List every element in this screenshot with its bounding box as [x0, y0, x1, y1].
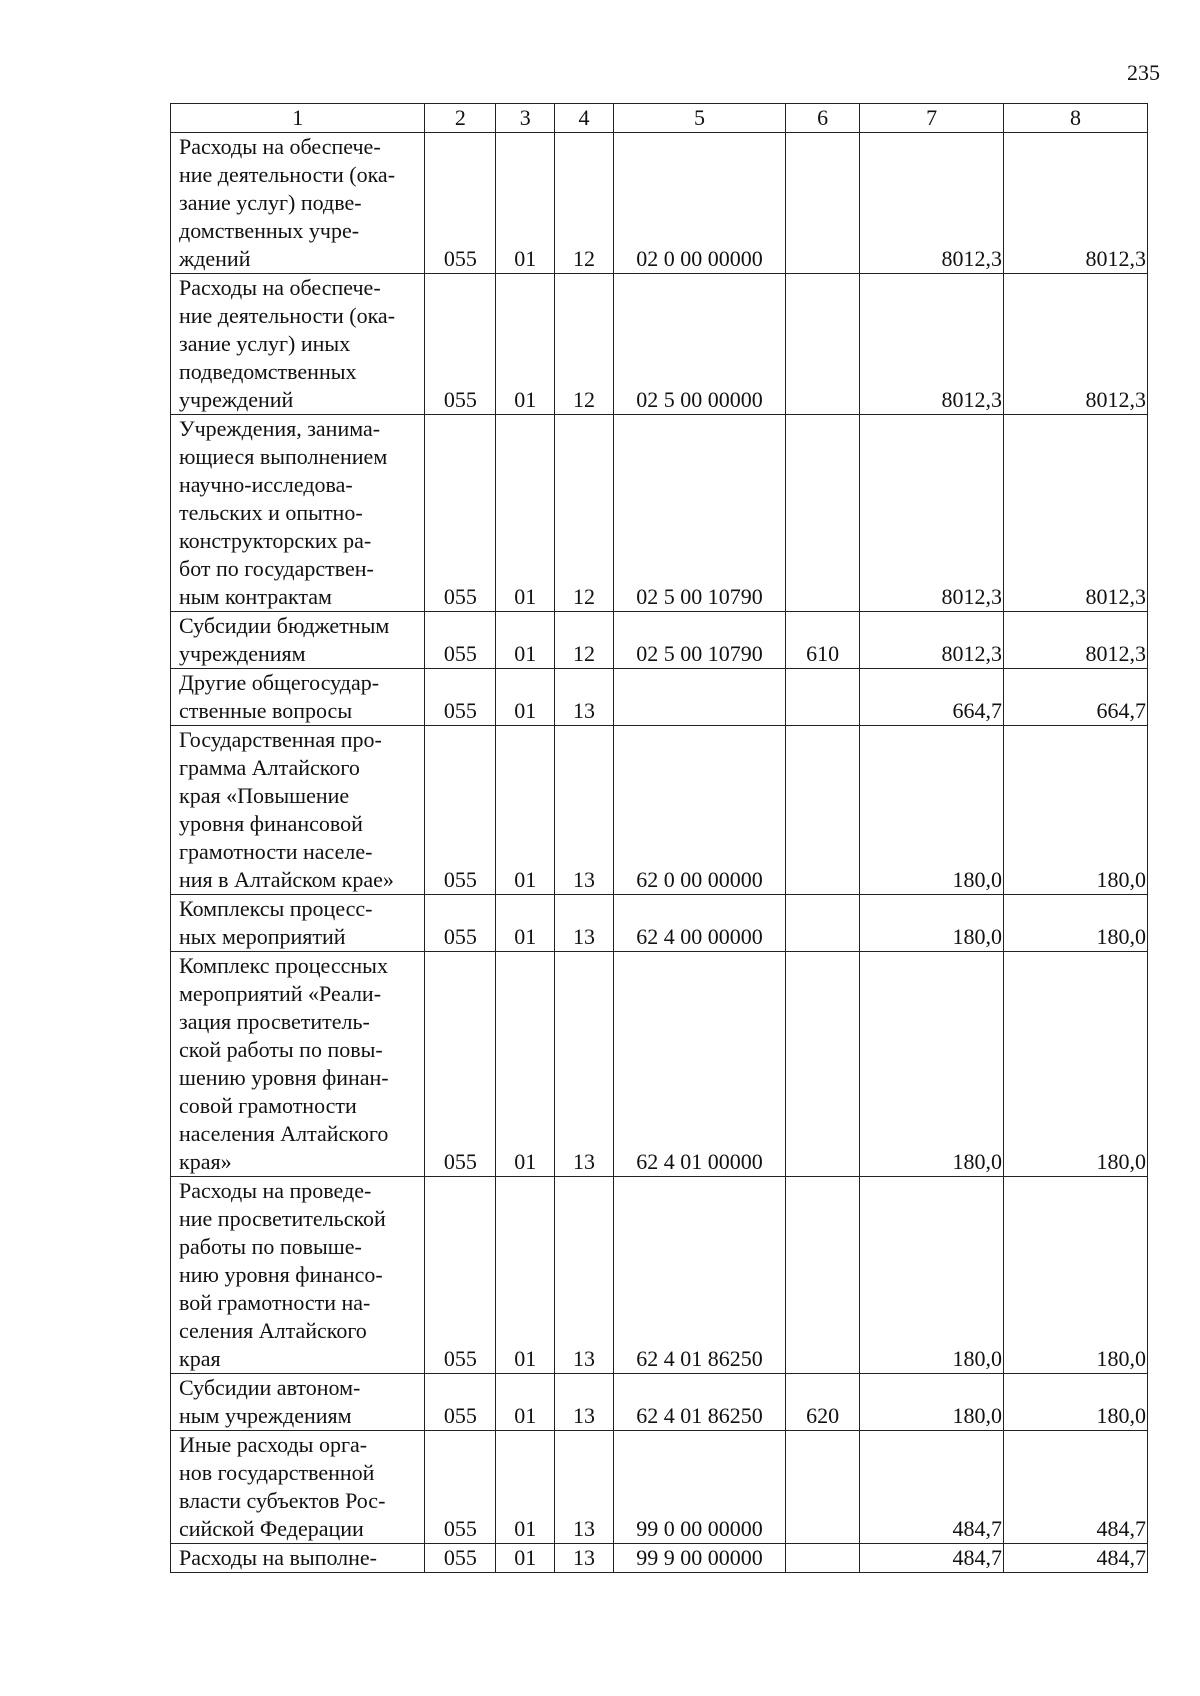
expense-name-line: Расходы на выполне-: [179, 1545, 378, 1570]
amount-col7-cell: 8012,3: [860, 612, 1004, 669]
ministry-code-cell: 055: [425, 895, 496, 952]
expense-name-line: научно-исследова-: [179, 472, 353, 497]
target-article-cell: 02 0 00 00000: [613, 133, 785, 274]
expense-type-cell: [786, 1544, 860, 1573]
subsection-code-cell: 13: [555, 726, 614, 895]
expense-name-line: населения Алтайского: [179, 1121, 389, 1146]
section-code-cell: 01: [496, 1374, 555, 1431]
expense-type-cell: [786, 1177, 860, 1374]
expense-type-cell: [786, 415, 860, 612]
header-cell: 8: [1004, 104, 1148, 133]
section-code-cell: 01: [496, 726, 555, 895]
expense-name-line: Иные расходы орга-: [179, 1432, 368, 1457]
expense-name-line: Государственная про-: [179, 727, 382, 752]
expense-name-line: Комплекс процессных: [179, 953, 388, 978]
expense-name-line: ных мероприятий: [179, 924, 346, 949]
expense-name-line: края «Повышение: [179, 783, 350, 808]
amount-col7-cell: 8012,3: [860, 415, 1004, 612]
amount-col7-cell: 180,0: [860, 1177, 1004, 1374]
section-code-cell: 01: [496, 1431, 555, 1544]
amount-col8-cell: 180,0: [1004, 1177, 1148, 1374]
amount-col7-cell: 664,7: [860, 669, 1004, 726]
expense-name-cell: [171, 952, 425, 1177]
target-article-cell: 62 4 01 00000: [613, 952, 785, 1177]
table-row: [171, 1177, 1148, 1374]
section-code-cell: 01: [496, 133, 555, 274]
subsection-code-cell: 13: [555, 669, 614, 726]
amount-col8-cell: 180,0: [1004, 895, 1148, 952]
ministry-code-cell: 055: [425, 415, 496, 612]
ministry-code-cell: 055: [425, 612, 496, 669]
ministry-code-cell: 055: [425, 1544, 496, 1573]
expense-name-line: уровня финансовой: [179, 811, 363, 836]
subsection-code-cell: 12: [555, 133, 614, 274]
expense-name-line: грамотности населе-: [179, 839, 373, 864]
expense-type-cell: [786, 1431, 860, 1544]
amount-col8-cell: 180,0: [1004, 726, 1148, 895]
expense-name-line: Расходы на обеспече-: [179, 134, 381, 159]
expense-name-line: нию уровня финансо-: [179, 1262, 383, 1287]
amount-col8-cell: 8012,3: [1004, 612, 1148, 669]
page-number: 235: [1127, 60, 1160, 85]
subsection-code-cell: 12: [555, 274, 614, 415]
expense-name-line: шению уровня финан-: [179, 1065, 389, 1090]
subsection-code-cell: 13: [555, 1177, 614, 1374]
ministry-code-cell: 055: [425, 1374, 496, 1431]
expense-name-cell: [171, 669, 425, 726]
expense-name-line: ние деятельности (ока-: [179, 303, 396, 328]
expense-name-cell: [171, 1544, 425, 1573]
target-article-cell: 02 5 00 00000: [613, 274, 785, 415]
expense-name-line: Другие общегосудар-: [179, 670, 380, 695]
amount-col7-cell: 180,0: [860, 1374, 1004, 1431]
target-article-cell: 99 9 00 00000: [613, 1544, 785, 1573]
expense-name-line: нов государственной: [179, 1460, 375, 1485]
table-row: [171, 895, 1148, 952]
expense-name-line: ние просветительской: [179, 1206, 386, 1231]
target-article-cell: 62 0 00 00000: [613, 726, 785, 895]
expense-type-cell: [786, 669, 860, 726]
header-cell: 4: [555, 104, 614, 133]
target-article-cell: 99 0 00 00000: [613, 1431, 785, 1544]
expense-name-line: Субсидии автоном-: [179, 1375, 361, 1400]
target-article-cell: 62 4 00 00000: [613, 895, 785, 952]
expense-name-line: Расходы на проведе-: [179, 1178, 372, 1203]
subsection-code-cell: 12: [555, 612, 614, 669]
subsection-code-cell: 13: [555, 1544, 614, 1573]
budget-table: [170, 103, 1148, 1573]
expense-name-cell: [171, 1431, 425, 1544]
table-row: [171, 1431, 1148, 1544]
subsection-code-cell: 13: [555, 895, 614, 952]
table-row: [171, 133, 1148, 274]
header-cell: 2: [425, 104, 496, 133]
expense-type-cell: [786, 274, 860, 415]
amount-col7-cell: 180,0: [860, 895, 1004, 952]
amount-col7-cell: 180,0: [860, 952, 1004, 1177]
amount-col7-cell: 8012,3: [860, 274, 1004, 415]
section-code-cell: 01: [496, 274, 555, 415]
expense-name-line: сийской Федерации: [179, 1516, 364, 1541]
expense-name-cell: [171, 895, 425, 952]
expense-name-line: грамма Алтайского: [179, 755, 360, 780]
expense-name-line: учреждениям: [179, 641, 306, 666]
amount-col7-cell: 8012,3: [860, 133, 1004, 274]
expense-name-line: ской работы по повы-: [179, 1037, 383, 1062]
section-code-cell: 01: [496, 669, 555, 726]
header-row: [171, 104, 1148, 133]
header-cell: 7: [860, 104, 1004, 133]
ministry-code-cell: 055: [425, 1177, 496, 1374]
target-article-cell: [613, 669, 785, 726]
expense-type-cell: 620: [786, 1374, 860, 1431]
target-article-cell: 02 5 00 10790: [613, 415, 785, 612]
expense-name-cell: [171, 612, 425, 669]
expense-name-line: мероприятий «Реали-: [179, 981, 382, 1006]
expense-type-cell: [786, 895, 860, 952]
amount-col7-cell: 180,0: [860, 726, 1004, 895]
expense-type-cell: [786, 952, 860, 1177]
expense-name-line: домственных учре-: [179, 218, 360, 243]
target-article-cell: 62 4 01 86250: [613, 1374, 785, 1431]
expense-name-cell: [171, 1374, 425, 1431]
expense-name-line: зание услуг) иных: [179, 331, 351, 356]
expense-name-line: Расходы на обеспече-: [179, 275, 381, 300]
ministry-code-cell: 055: [425, 1431, 496, 1544]
expense-name-cell: [171, 133, 425, 274]
expense-name-line: конструкторских ра-: [179, 528, 372, 553]
expense-name-line: зание услуг) подве-: [179, 190, 362, 215]
table-row: [171, 726, 1148, 895]
amount-col8-cell: 180,0: [1004, 952, 1148, 1177]
amount-col7-cell: 484,7: [860, 1544, 1004, 1573]
amount-col8-cell: 664,7: [1004, 669, 1148, 726]
expense-name-line: зация просветитель-: [179, 1009, 370, 1034]
expense-name-line: совой грамотности: [179, 1093, 357, 1118]
subsection-code-cell: 12: [555, 415, 614, 612]
table-row: [171, 669, 1148, 726]
expense-name-line: учреждений: [179, 387, 294, 412]
header-cell: 1: [171, 104, 425, 133]
amount-col8-cell: 8012,3: [1004, 415, 1148, 612]
amount-col8-cell: 484,7: [1004, 1544, 1148, 1573]
section-code-cell: 01: [496, 612, 555, 669]
ministry-code-cell: 055: [425, 669, 496, 726]
expense-name-line: работы по повыше-: [179, 1234, 362, 1259]
table-row: [171, 952, 1148, 1177]
header-cell: 3: [496, 104, 555, 133]
section-code-cell: 01: [496, 895, 555, 952]
table-row: [171, 415, 1148, 612]
expense-name-cell: [171, 274, 425, 415]
expense-name-line: края: [179, 1346, 221, 1371]
ministry-code-cell: 055: [425, 726, 496, 895]
expense-name-cell: [171, 1177, 425, 1374]
header-cell: 6: [786, 104, 860, 133]
expense-type-cell: [786, 726, 860, 895]
expense-name-line: края»: [179, 1149, 232, 1174]
expense-name-line: ющиеся выполнением: [179, 444, 388, 469]
target-article-cell: 02 5 00 10790: [613, 612, 785, 669]
subsection-code-cell: 13: [555, 1374, 614, 1431]
section-code-cell: 01: [496, 1177, 555, 1374]
expense-name-line: тельских и опытно-: [179, 500, 363, 525]
section-code-cell: 01: [496, 415, 555, 612]
amount-col8-cell: 8012,3: [1004, 274, 1148, 415]
ministry-code-cell: 055: [425, 274, 496, 415]
table-row: [171, 1544, 1148, 1573]
ministry-code-cell: 055: [425, 952, 496, 1177]
expense-name-line: Субсидии бюджетным: [179, 613, 390, 638]
expense-name-line: власти субъектов Рос-: [179, 1488, 386, 1513]
ministry-code-cell: 055: [425, 133, 496, 274]
expense-name-cell: [171, 726, 425, 895]
table-row: [171, 1374, 1148, 1431]
expense-name-line: ным контрактам: [179, 584, 332, 609]
amount-col8-cell: 484,7: [1004, 1431, 1148, 1544]
section-code-cell: 01: [496, 1544, 555, 1573]
expense-type-cell: 610: [786, 612, 860, 669]
expense-name-line: ным учреждениям: [179, 1403, 352, 1428]
expense-name-line: селения Алтайского: [179, 1318, 367, 1343]
expense-name-line: бот по государствен-: [179, 556, 374, 581]
amount-col8-cell: 180,0: [1004, 1374, 1148, 1431]
expense-name-line: Комплексы процесс-: [179, 896, 373, 921]
expense-name-line: подведомственных: [179, 359, 357, 384]
expense-name-line: ния в Алтайском крае»: [179, 867, 394, 892]
expense-name-line: вой грамотности на-: [179, 1290, 371, 1315]
expense-name-cell: [171, 415, 425, 612]
subsection-code-cell: 13: [555, 1431, 614, 1544]
header-cell: 5: [613, 104, 785, 133]
expense-name-line: ждений: [179, 246, 251, 271]
amount-col7-cell: 484,7: [860, 1431, 1004, 1544]
expense-name-line: Учреждения, занима-: [179, 416, 381, 441]
table-row: [171, 612, 1148, 669]
expense-type-cell: [786, 133, 860, 274]
subsection-code-cell: 13: [555, 952, 614, 1177]
expense-name-line: ственные вопросы: [179, 698, 353, 723]
section-code-cell: 01: [496, 952, 555, 1177]
amount-col8-cell: 8012,3: [1004, 133, 1148, 274]
expense-name-line: ние деятельности (ока-: [179, 162, 396, 187]
table-row: [171, 274, 1148, 415]
target-article-cell: 62 4 01 86250: [613, 1177, 785, 1374]
